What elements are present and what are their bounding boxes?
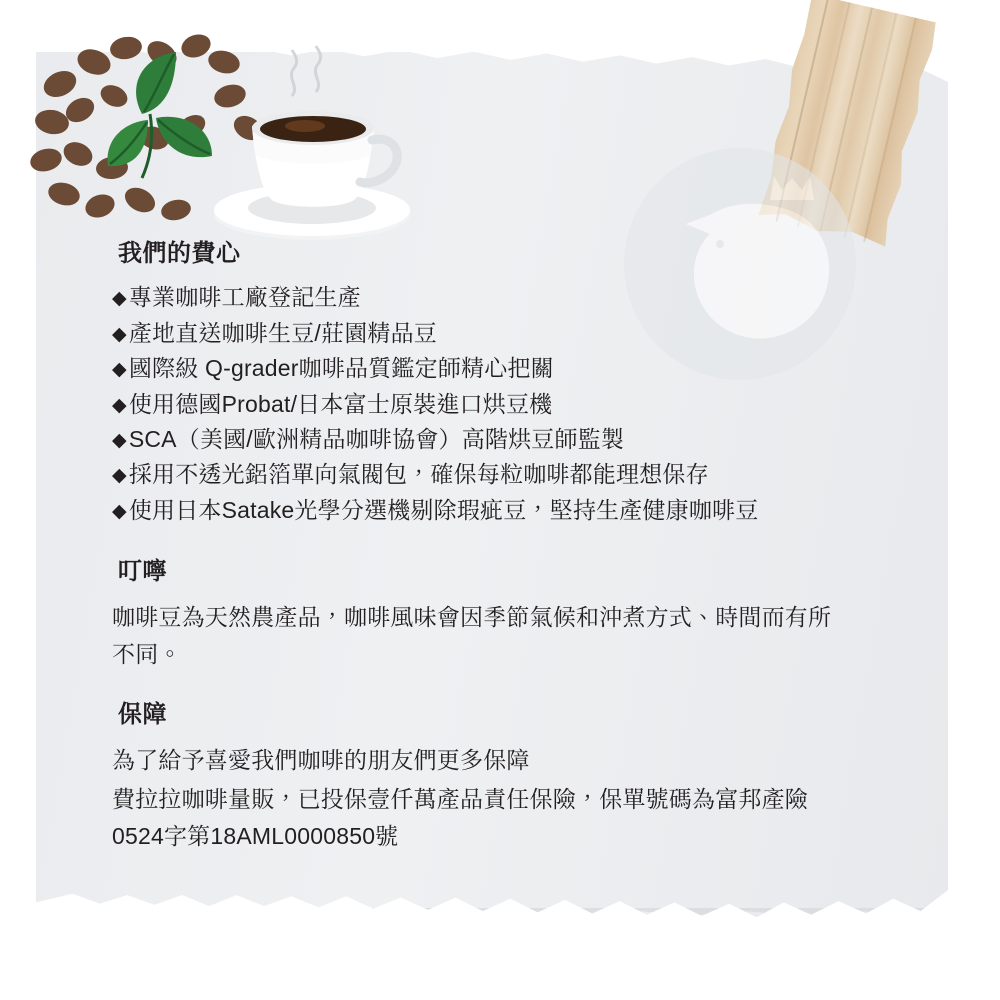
- section-title-our-dedication: [112, 236, 263, 272]
- list-item-text: 使用德國Probat/日本富士原裝進口烘豆機: [128, 390, 553, 417]
- diamond-bullet-icon: ◆: [112, 394, 127, 416]
- section-guarantee: [112, 697, 872, 855]
- list-item-text: 採用不透光鋁箔單向氣閥包，確保每粒咖啡都能理想保存: [128, 461, 709, 488]
- diamond-bullet-icon: ◆: [112, 323, 127, 345]
- section-title-text: 叮嚀: [118, 558, 167, 586]
- diamond-bullet-icon: ◆: [112, 500, 127, 522]
- list-item: [112, 493, 872, 528]
- list-item: [112, 422, 872, 457]
- list-item-text: 使用日本Satake光學分選機剔除瑕疵豆，堅持生產健康咖啡豆: [128, 496, 759, 523]
- list-item: [112, 387, 872, 422]
- section-title-reminder: [112, 554, 189, 590]
- diamond-bullet-icon: ◆: [112, 288, 127, 310]
- guarantee-paragraph-1: 為了給予喜愛我們咖啡的朋友們更多保障: [112, 746, 530, 773]
- document-body: [112, 236, 872, 855]
- reminder-paragraph: 咖啡豆為天然農產品，咖啡風味會因季節氣候和沖煮方式、時間而有所不同。: [112, 603, 832, 667]
- section-title-guarantee: [112, 697, 189, 733]
- section-our-dedication: [112, 236, 872, 528]
- list-item: [112, 316, 872, 351]
- list-item: [112, 280, 872, 315]
- guarantee-paragraph-2: 費拉拉咖啡量販，已投保壹仟萬產品責任保險，保單號碼為富邦產險0524字第18AML0000850號: [112, 785, 808, 850]
- section-reminder: [112, 554, 872, 673]
- dedication-list: [112, 280, 872, 528]
- diamond-bullet-icon: ◆: [112, 430, 127, 452]
- list-item: [112, 351, 872, 386]
- list-item-text: 專業咖啡工廠登記生產: [128, 284, 361, 311]
- section-title-text: 保障: [118, 701, 167, 729]
- diamond-bullet-icon: ◆: [112, 465, 127, 487]
- coffee-cup-and-beans-icon: [16, 18, 416, 258]
- list-item-text: 國際級 Q-grader咖啡品質鑑定師精心把關: [128, 355, 554, 382]
- section-title-text: 我們的費心: [118, 240, 241, 267]
- list-item-text: SCA（美國/歐洲精品咖啡協會）高階烘豆師監製: [128, 426, 625, 453]
- diamond-bullet-icon: ◆: [112, 359, 127, 381]
- list-item-text: 產地直送咖啡生豆/莊園精品豆: [128, 319, 438, 346]
- list-item: [112, 457, 872, 492]
